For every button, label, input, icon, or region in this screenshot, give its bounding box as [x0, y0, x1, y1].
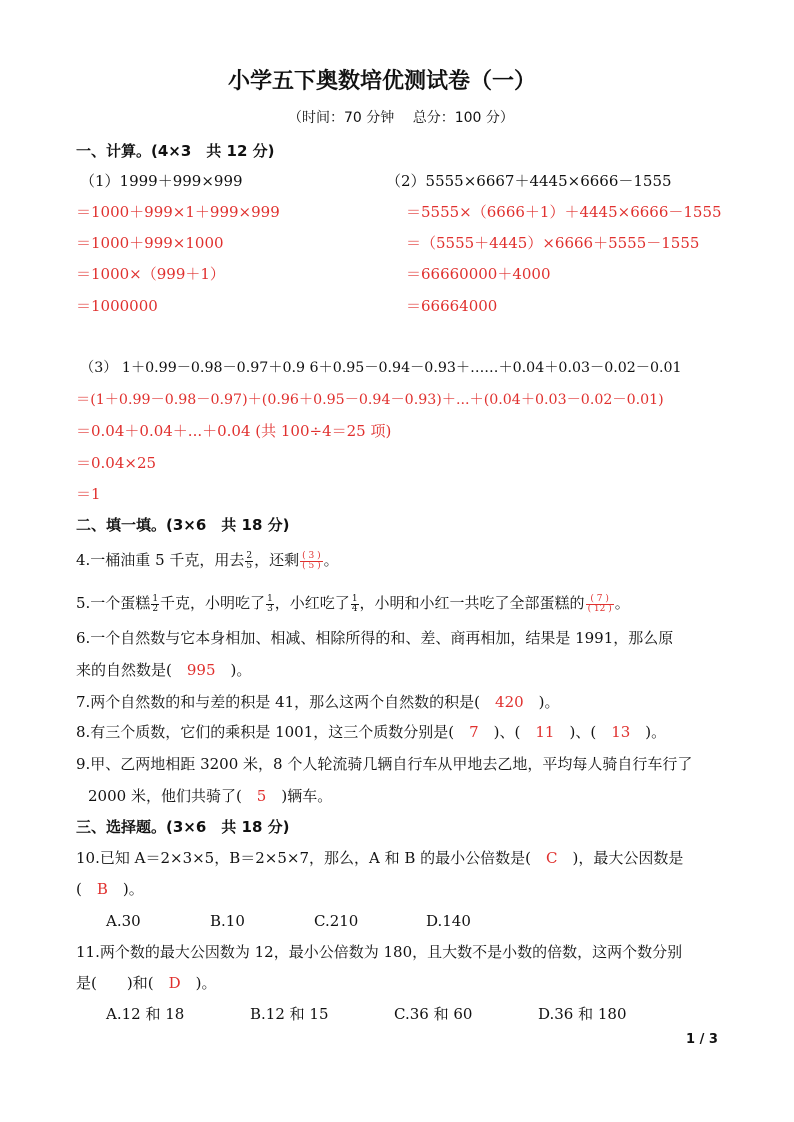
q10-text-c: ( [76, 880, 97, 898]
q11-line-2 [76, 973, 216, 993]
q5 [76, 593, 630, 614]
q1-step-2: ＝1000＋999×1000 [76, 234, 224, 252]
q7-answer: 420 [495, 693, 524, 711]
section-3-heading: 三、选择题。(3×6 共 18 分) [76, 818, 290, 836]
q5-text-e: 。 [614, 594, 630, 612]
q6-line-2 [76, 660, 251, 680]
q7-text-b: )。 [523, 693, 560, 711]
q11-answer: D [168, 974, 181, 992]
section-1-heading: 一、计算。(4×3 共 12 分) [76, 142, 275, 160]
q7 [76, 692, 560, 712]
q11-text-a: 是( )和( [76, 974, 169, 992]
q10-text-d: )。 [107, 880, 144, 898]
q5-text-b: 千克，小明吃了 [160, 594, 266, 612]
q6-text-a: 来的自然数是( [76, 661, 187, 679]
q10-line-1 [76, 848, 683, 868]
q2-step-1: ＝5555×（6666＋1）＋4445×6666－1555 [406, 203, 722, 221]
q1-question: （1）1999＋999×999 [80, 172, 243, 190]
q11-text-b: )。 [180, 974, 217, 992]
q10-text-a: 10.已知 A＝2×3×5，B＝2×5×7，那么，A 和 B 的最小公倍数是( [76, 849, 547, 867]
q8-text-a: 8.有三个质数，它们的乘积是 1001，这三个质数分别是( [76, 723, 470, 741]
q5-fraction-3: $\frac{1}{4}$ [351, 593, 358, 614]
q10-option-a: A.30 [106, 912, 141, 930]
q4-answer: $\frac{( 3 )}{( 5 )}$ [302, 550, 321, 571]
q6-answer: 995 [186, 661, 216, 679]
q9-answer: 5 [256, 787, 267, 805]
q9-text-b: )辆车。 [266, 787, 333, 805]
q8-text-d: )。 [630, 723, 667, 741]
q1-step-1: ＝1000＋999×1＋999×999 [76, 203, 280, 221]
q3-step-4: ＝1 [76, 485, 101, 503]
q10-text-b: )，最大公因数是 [557, 849, 684, 867]
q11-option-b: B.12 和 15 [250, 1005, 329, 1023]
q3-step-3: ＝0.04×25 [76, 454, 157, 472]
q10-line-2 [76, 879, 144, 899]
page-number: 1 / 3 [686, 1032, 718, 1047]
q1-step-4: ＝1000000 [76, 297, 158, 315]
q3-step-2: ＝0.04＋0.04＋...＋0.04 (共 100÷4＝25 项) [76, 422, 392, 440]
q8-answer-3: 13 [611, 723, 631, 741]
q11-option-a: A.12 和 18 [106, 1005, 185, 1023]
q1-step-3: ＝1000×（999＋1） [76, 265, 225, 283]
q10-answer-2: B [96, 880, 108, 898]
q4-text-b: ，还剩 [254, 551, 300, 569]
q6-line-1: 6.一个自然数与它本身相加、相减、相除所得的和、差、商再相加，结果是 1991，那么原 [76, 629, 674, 647]
q5-text-a: 5.一个蛋糕 [76, 594, 151, 612]
q5-text-c: ，小红吃了 [274, 594, 350, 612]
q8-text-c: )、( [554, 723, 612, 741]
q8 [76, 722, 666, 742]
q11-option-d: D.36 和 180 [538, 1005, 627, 1023]
q3-question: （3） 1＋0.99－0.98－0.97＋0.9 6＋0.95－0.94－0.93＋……＋0.04＋0.03－0.02－0.01 [80, 360, 682, 376]
q9-line-1: 9.甲、乙两地相距 3200 米，8 个人轮流骑几辆自行车从甲地去乙地，平均每人骑自行车行了 [76, 755, 693, 773]
q10-option-c: C.210 [314, 912, 359, 930]
q8-answer-1: 7 [469, 723, 479, 741]
q10-answer-1: C [546, 849, 558, 867]
q5-text-d: ，小明和小红一共吃了全部蛋糕的 [359, 594, 585, 612]
q9-line-2 [88, 786, 332, 806]
q10-option-d: D.140 [426, 912, 471, 930]
section-2-heading: 二、填一填。(3×6 共 18 分) [76, 516, 290, 534]
q6-text-b: )。 [215, 661, 252, 679]
q2-step-2: ＝（5555＋4445）×6666＋5555－1555 [406, 234, 700, 252]
q9-text-a: 2000 米，他们共骑了( [88, 787, 257, 805]
q11-option-c: C.36 和 60 [394, 1005, 473, 1023]
page-title: 小学五下奥数培优测试卷（一） [228, 69, 537, 94]
q5-fraction-1: $\frac{1}{2}$ [152, 593, 159, 614]
q3-step-1: ＝(1＋0.99－0.98－0.97)＋(0.96＋0.95－0.94－0.93)＋...＋(0.04＋0.03－0.02－0.01) [76, 392, 664, 408]
q4-fraction: $\frac{2}{5}$ [246, 550, 253, 571]
q2-step-4: ＝66664000 [406, 297, 498, 315]
q8-text-b: )、( [478, 723, 536, 741]
q5-answer: $\frac{( 7 )}{( 12 )}$ [587, 593, 612, 614]
q7-text-a: 7.两个自然数的和与差的积是 41，那么这两个自然数的积是( [76, 693, 496, 711]
page-subtitle: （时间：70 分钟 总分：100 分） [288, 110, 514, 126]
q10-option-b: B.10 [210, 912, 245, 930]
q4 [76, 550, 339, 571]
q4-text-c: 。 [323, 551, 339, 569]
q11-line-1: 11.两个数的最大公因数为 12，最小公倍数为 180，且大数不是小数的倍数，这两个数分别 [76, 943, 683, 961]
q2-question: （2）5555×6667＋4445×6666－1555 [386, 172, 672, 190]
q8-answer-2: 11 [535, 723, 555, 741]
q4-text-a: 4.一桶油重 5 千克，用去 [76, 551, 245, 569]
q5-fraction-2: $\frac{1}{3}$ [267, 593, 273, 614]
q2-step-3: ＝66660000＋4000 [406, 265, 551, 283]
